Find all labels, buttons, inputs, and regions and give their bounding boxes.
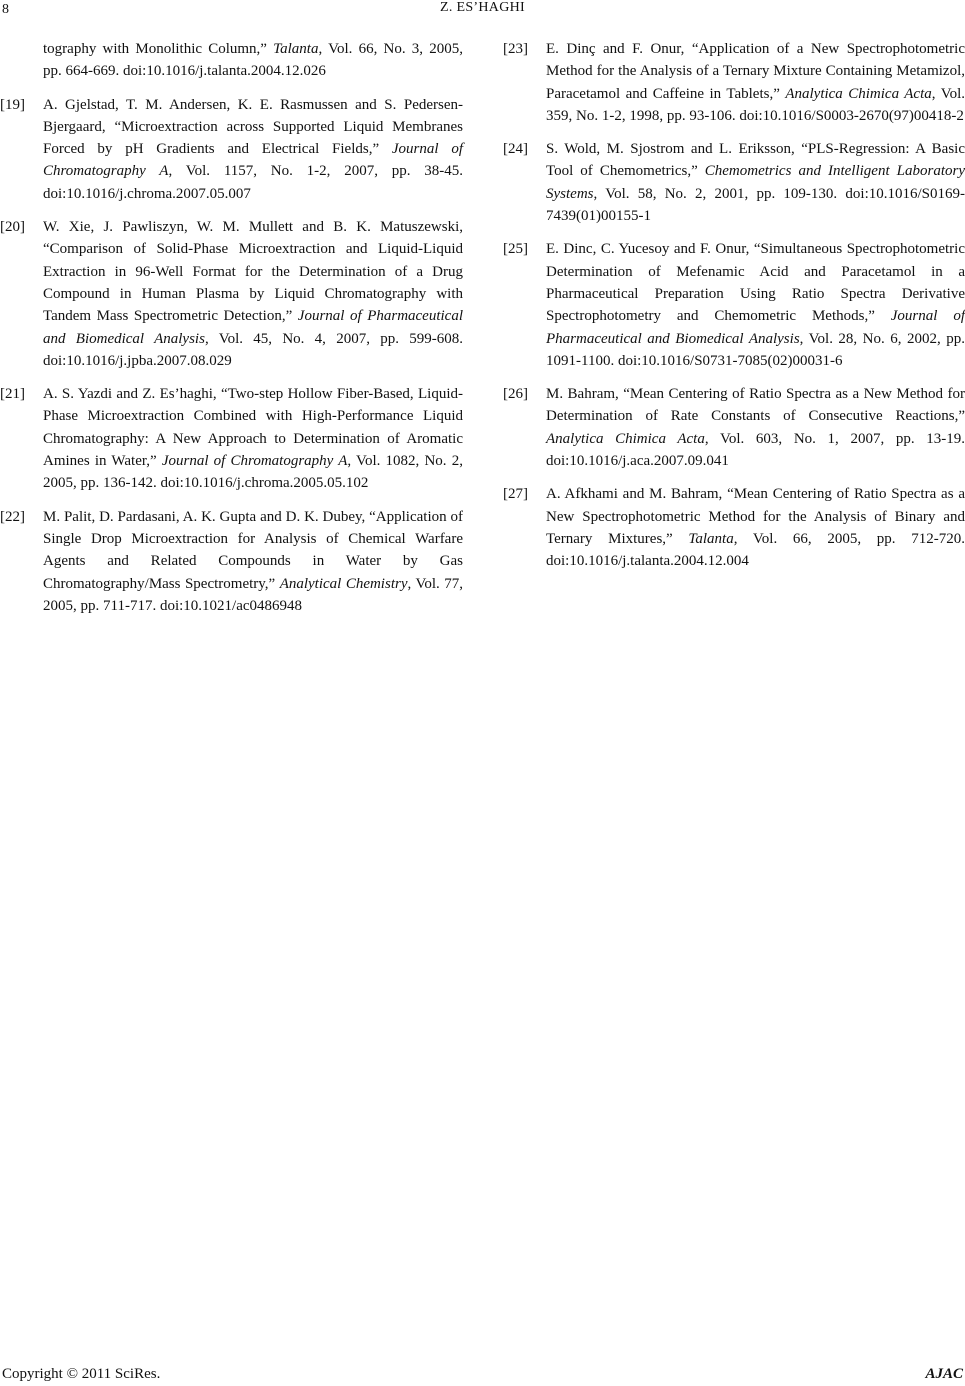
ref-details: , Vol. 28, No. 6, 2002, pp. 1091-1100. doi:10.1016/S0731-7085(02)00031-6 <box>546 330 965 369</box>
reference-19 <box>0 94 463 205</box>
ref-details: , Vol. 66, 2005, pp. 712-720. doi:10.1016/j.talanta.2004.12.004 <box>546 530 965 570</box>
journal-abbreviation: AJAC <box>925 1366 963 1382</box>
ref-text: S. Wold, M. Sjostrom and L. Eriksson, “PLS-Regression: A Basic Tool of Chemometrics,” <box>546 141 965 180</box>
reference-26 <box>503 383 965 472</box>
ref-details: , Vol. 1082, No. 2, 2005, pp. 136-142. doi:10.1016/j.chroma.2005.05.102 <box>43 453 463 492</box>
ref-number: [22] <box>0 508 25 525</box>
ref-text: tography with Monolithic Column,” <box>43 41 274 57</box>
ref-details: , Vol. 359, No. 1-2, 1998, pp. 93-106. doi:10.1016/S0003-2670(97)00418-2 <box>546 85 965 124</box>
ref-journal: Analytica Chimica Acta <box>546 430 705 447</box>
ref-details: , Vol. 1157, No. 1-2, 2007, pp. 38-45. doi:10.1016/j.chroma.2007.05.007 <box>43 163 463 202</box>
ref-number: [19] <box>0 96 25 113</box>
ref-text: A. S. Yazdi and Z. Es’haghi, “Two-step Hollow Fiber-Based, Liquid-Phase Microextraction Combined with High-Performance Liquid Chromatography: A New Approach to Determination of Aromatic Amines in Water,” <box>43 386 463 470</box>
page-number: 8 <box>2 2 9 17</box>
ref-journal: Journal of Pharmaceutical and Biomedical Analysis <box>43 308 463 347</box>
reference-20 <box>0 216 463 372</box>
ref-text: M. Bahram, “Mean Centering of Ratio Spectra as a New Method for Determination of Rate Constants of Consecutive Reactions,” <box>546 386 965 425</box>
ref-text: W. Xie, J. Pawliszyn, W. M. Mullett and B. K. Matuszewski, “Comparison of Solid-Phase Microextraction and Liquid-Liquid Extraction in 96-Well Format for the Determination of a Drug Compound in Human Plasma by Liquid Chromatography with Tandem Mass Spectrometric Detection,” <box>43 219 463 325</box>
ref-details: , Vol. 77, 2005, pp. 711-717. doi:10.1021/ac0486948 <box>43 575 463 614</box>
ref-journal: Analytica Chimica Acta <box>785 85 932 102</box>
ref-text: M. Palit, D. Pardasani, A. K. Gupta and D. K. Dubey, “Application of Single Drop Microextraction for Analysis of Chemical Warfare Agents and Related Compounds in Water by Gas Chromatography/Mass Spectrometry,” <box>43 508 463 592</box>
ref-journal: Talanta <box>273 41 319 57</box>
ref-text: E. Dinç and F. Onur, “Application of a New Spectrophotometric Method for the Analysis of a Ternary Mixture Containing Metamizol, Paracetamol and Caffeine in Tablets,” <box>546 41 965 102</box>
ref-text: E. Dinc, C. Yucesoy and F. Onur, “Simultaneous Spectrophotometric Determination of Mefenamic Acid and Paracetamol in a Pharmaceutical Preparation Using Ratio Spectra Derivative Spectrophotometry and Chemometric Methods,” <box>546 241 965 325</box>
ref-details: , Vol. 45, No. 4, 2007, pp. 599-608. doi:10.1016/j.jpba.2007.08.029 <box>43 330 464 369</box>
ref-journal: Journal of Chromatography A <box>43 141 463 180</box>
ref-journal: Chemometrics and Intelligent Laboratory Systems <box>546 163 965 202</box>
ref-number: [26] <box>503 386 528 403</box>
ref-text: A. Gjelstad, T. M. Andersen, K. E. Rasmussen and S. Pedersen-Bjergaard, “Microextraction across Supported Liquid Membranes Forced by pH Gradients and Electrical Fields,” <box>43 96 463 158</box>
copyright-notice: Copyright © 2011 SciRes. <box>2 1366 161 1382</box>
reference-27 <box>503 483 965 572</box>
ref-journal: Journal of Pharmaceutical and Biomedical Analysis <box>546 308 965 347</box>
running-head: Z. ES’HAGHI <box>440 0 525 15</box>
reference-22 <box>0 506 463 617</box>
reference-25 <box>503 238 965 372</box>
reference-continued <box>0 38 463 83</box>
ref-journal: Analytical Chemistry <box>279 575 408 592</box>
reference-24 <box>503 138 965 227</box>
ref-journal: Talanta <box>688 530 734 547</box>
ref-details: , Vol. 603, No. 1, 2007, pp. 13-19. doi:10.1016/j.aca.2007.09.041 <box>546 430 965 470</box>
ref-details: , Vol. 58, No. 2, 2001, pp. 109-130. doi:10.1016/S0169-7439(01)00155-1 <box>546 185 965 225</box>
ref-journal: Journal of Chromatography A <box>161 453 348 470</box>
ref-details: , Vol. 66, No. 3, 2005, pp. 664-669. doi:10.1016/j.talanta.2004.12.026 <box>43 41 463 80</box>
ref-number: [27] <box>503 486 528 503</box>
ref-number: [25] <box>503 241 528 258</box>
right-column <box>503 38 965 584</box>
ref-text: A. Afkhami and M. Bahram, “Mean Centering of Ratio Spectra as a New Spectrophotometric Method for the Analysis of Binary and Ternary Mixtures,” <box>546 486 965 547</box>
ref-number: [23] <box>503 41 528 57</box>
ref-number: [21] <box>0 386 25 403</box>
reference-23 <box>503 38 965 127</box>
ref-number: [24] <box>503 141 528 158</box>
ref-number: [20] <box>0 219 25 236</box>
reference-21 <box>0 383 463 494</box>
left-column <box>0 38 463 628</box>
